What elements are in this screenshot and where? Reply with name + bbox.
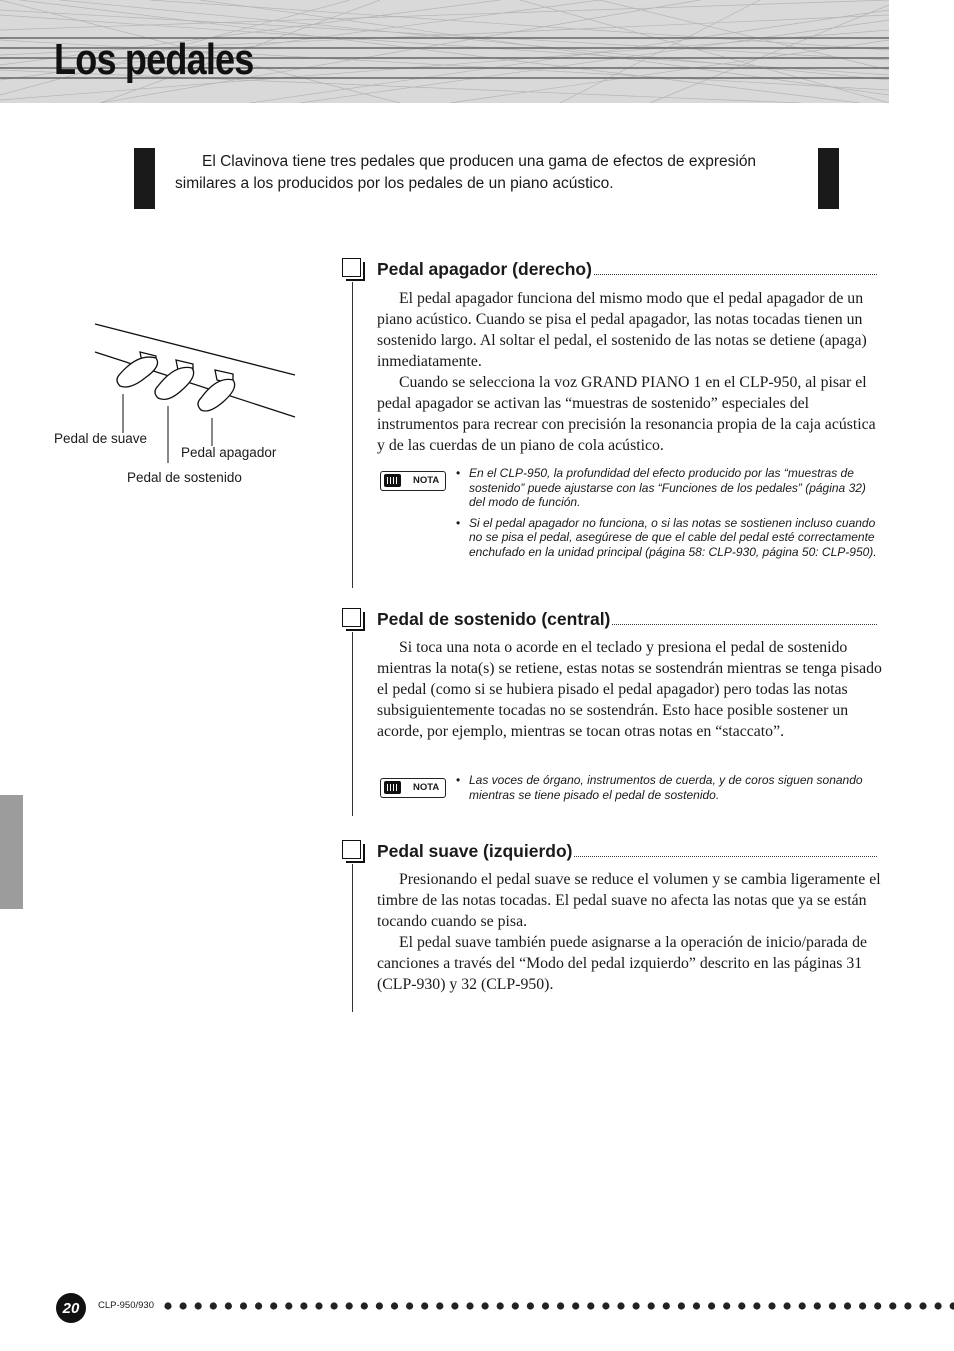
footer-dot (195, 1302, 202, 1309)
note-item: • Si el pedal apagador no funciona, o si las notas se sostienen incluso cuando no se pisa el pedal, asegúrese de que el cable del pedal esté correctamente enchufado en la unidad principal (página 58: CLP-930, página 50: CLP-950). (456, 516, 881, 560)
footer-dot (331, 1302, 338, 1309)
footer-dot (768, 1302, 775, 1309)
footer-dot (602, 1302, 609, 1309)
footer-dot (527, 1302, 534, 1309)
footer-dot (255, 1302, 262, 1309)
footer-dot (361, 1302, 368, 1309)
footer-dot (708, 1302, 715, 1309)
footer-dot (693, 1302, 700, 1309)
nota-label: NOTA (413, 782, 440, 793)
section-icon-soft (342, 840, 361, 859)
dot-leader (574, 855, 877, 857)
footer-dot (587, 1302, 594, 1309)
footer-dot (753, 1302, 760, 1309)
section-body-soft (377, 869, 885, 995)
page-number: 20 (56, 1293, 86, 1323)
footer-dot (617, 1302, 624, 1309)
section-title-sostenuto: Pedal de sostenido (central) (377, 609, 611, 629)
section-title-damper: Pedal apagador (derecho) (377, 259, 592, 279)
label-sostenuto-pedal: Pedal de sostenido (127, 470, 242, 485)
section-title-soft: Pedal suave (izquierdo) (377, 841, 573, 861)
note-item: • Las voces de órgano, instrumentos de cuerda, y de coros siguen sonando mientras se tiene pisado el pedal de sostenido. (456, 773, 881, 802)
footer-dot-row (162, 1300, 954, 1312)
footer-dot (421, 1302, 428, 1309)
footer-dot (738, 1302, 745, 1309)
footer-dot (466, 1302, 473, 1309)
footer-dot (391, 1302, 398, 1309)
footer-dot (346, 1302, 353, 1309)
footer-dot (315, 1302, 322, 1309)
intro-bar-left (134, 148, 155, 209)
footer-dot (633, 1302, 640, 1309)
section-heading-soft (377, 841, 877, 862)
section-body-damper (377, 288, 885, 456)
notes-sostenuto (456, 773, 881, 808)
footer-dot (180, 1302, 187, 1309)
footer-dot (919, 1302, 926, 1309)
dot-leader (594, 273, 877, 275)
footer-dot (572, 1302, 579, 1309)
footer-dot (723, 1302, 730, 1309)
footer-dot (829, 1302, 836, 1309)
footer-dot (663, 1302, 670, 1309)
footer-dot (512, 1302, 519, 1309)
footer-dot (436, 1302, 443, 1309)
section-line-sostenuto (352, 632, 353, 816)
footer-dot (648, 1302, 655, 1309)
footer-dot (904, 1302, 911, 1309)
footer-dot (542, 1302, 549, 1309)
section-line-damper (352, 282, 353, 588)
footer-dot (557, 1302, 564, 1309)
nota-badge (380, 778, 446, 798)
footer-dot (678, 1302, 685, 1309)
footer-dot (451, 1302, 458, 1309)
label-soft-pedal: Pedal de suave (54, 431, 148, 446)
footer-dot (482, 1302, 489, 1309)
note-item: • En el CLP-950, la profundidad del efecto producido por las “muestras de sostenido” puede ajustarse con las “Funciones de los pedales” (página 32) del modo de función. (456, 466, 881, 510)
footer-dot (814, 1302, 821, 1309)
footer-dot (935, 1302, 942, 1309)
keyboard-icon (384, 781, 401, 794)
keyboard-icon (384, 474, 401, 487)
model-name: CLP-950/930 (98, 1300, 154, 1311)
section-body-sostenuto (377, 637, 885, 742)
paragraph: Presionando el pedal suave se reduce el volumen y se cambia ligeramente el timbre de las notas tocadas. El pedal suave no afecta las notas que ya se están tocando cuando se pisa. (377, 871, 881, 930)
footer-dot (406, 1302, 413, 1309)
paragraph: Cuando se selecciona la voz GRAND PIANO 1 en el CLP-950, al pisar el pedal apagador se activan las “muestras de sostenido” especiales del instrumentos para recrear con precisión la resonancia propia de la caja acústica y de las cuerdas de un piano de cola acústico. (377, 374, 876, 454)
footer-dot (950, 1302, 954, 1309)
footer-dot (164, 1302, 171, 1309)
intro-text: El Clavinova tiene tres pedales que producen una gama de efectos de expresión similares a los producidos por los pedales de un piano acústico. (175, 153, 757, 192)
notes-damper (456, 466, 881, 565)
section-line-soft (352, 864, 353, 1012)
footer-dot (376, 1302, 383, 1309)
footer-dot (240, 1302, 247, 1309)
header-band (0, 0, 889, 103)
footer-dot (874, 1302, 881, 1309)
label-damper-pedal: Pedal apagador (181, 445, 277, 460)
paragraph: Si toca una nota o acorde en el teclado y presiona el pedal de sostenido mientras la nota(s) se retiene, estas notas se sostendrán mientras se tenga pisado el pedal (como si se hubiera pisado el pedal apagador) pero todas las notas subsiguientemente tocadas no se sostendrán. Esto hace posible sostener un acorde, por ejemplo, mientras se tocan otras notas en “staccato”. (377, 639, 882, 740)
footer-dot (844, 1302, 851, 1309)
pedal-damper-shape (198, 379, 235, 411)
section-heading-damper (377, 259, 877, 280)
footer-dot (270, 1302, 277, 1309)
nota-badge (380, 471, 446, 491)
side-tab (0, 795, 23, 909)
footer-dot (210, 1302, 217, 1309)
section-icon-sostenuto (342, 608, 361, 627)
dot-leader (612, 623, 877, 625)
footer-dot (799, 1302, 806, 1309)
footer-dot (784, 1302, 791, 1309)
footer-dot (300, 1302, 307, 1309)
footer-dot (497, 1302, 504, 1309)
footer-dot (285, 1302, 292, 1309)
page-title: Los pedales (54, 35, 254, 84)
paragraph: El pedal suave también puede asignarse a la operación de inicio/parada de canciones a través del “Modo del pedal izquierdo” descrito en las páginas 31 (CLP-930) y 32 (CLP-950). (377, 934, 867, 993)
footer-dot (889, 1302, 896, 1309)
footer-dot (225, 1302, 232, 1309)
nota-label: NOTA (413, 475, 440, 486)
section-icon-damper (342, 258, 361, 277)
section-heading-sostenuto (377, 609, 877, 630)
footer-dot (859, 1302, 866, 1309)
paragraph: El pedal apagador funciona del mismo modo que el pedal apagador de un piano acústico. Cuando se pisa el pedal apagador, las notas tocadas tienen un sostenido largo. Al soltar el pedal, el sostenido de las notas se detiene (apaga) inmediatamente. (377, 290, 867, 370)
pedal-sostenuto-shape (155, 367, 194, 399)
intro-bar-right (818, 148, 839, 209)
